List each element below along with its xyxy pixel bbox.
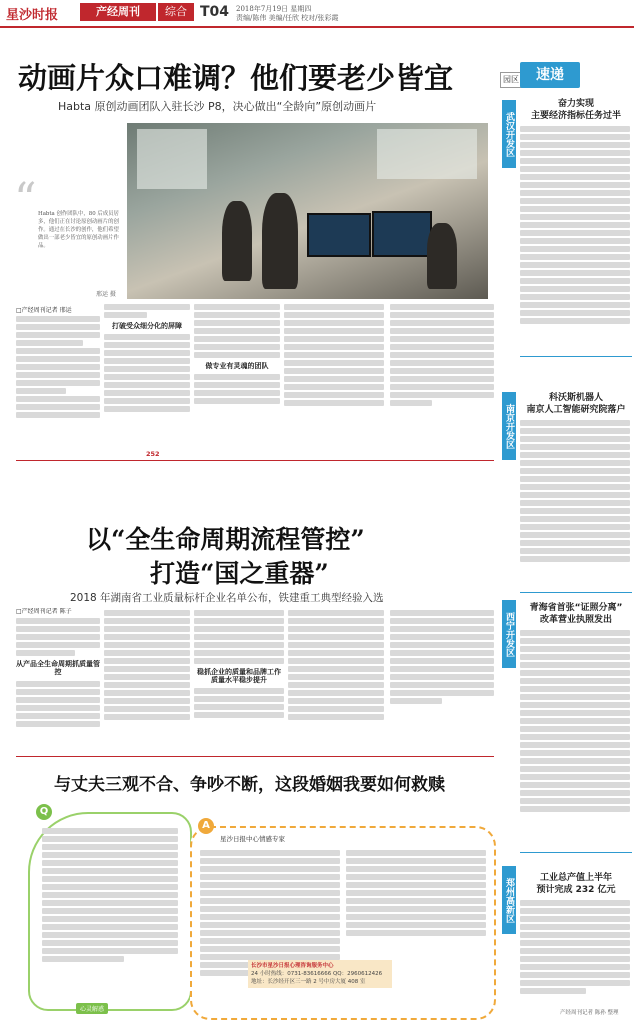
zone-label-zhengzhou: 郑州高新区 <box>502 866 516 934</box>
question-bubble <box>28 806 192 1011</box>
window-shape <box>137 129 207 189</box>
sidebar-credit: 产经周刊记者 陈孙 整理 <box>560 1010 619 1016</box>
story1-section-heading: 打破受众细分化的屏障 <box>112 322 182 330</box>
monitor-shape <box>372 211 432 257</box>
story1-headline: 动画片众口难调？他们要老少皆宜 <box>18 61 454 95</box>
story2-section-heading: 从产品全生命周期抓质量管控 <box>16 660 100 677</box>
sidebar-title-3a: 工业总产值上半年 <box>539 873 612 883</box>
answer-icon: A <box>198 818 214 834</box>
zone-label-xining: 西宁开发区 <box>502 600 516 668</box>
photo-caption: Habta 创作团队中，80 后成员居多，他们正在讨论原创动画片的创作。通过在长沙的创作，他们希望做出一部老少皆宜的原创动画片作品。 <box>38 211 119 249</box>
photo-credit: 邢运 摄 <box>96 291 116 298</box>
studio-photo <box>127 123 488 299</box>
story1-column-2 <box>104 302 190 444</box>
hotline-number: 24 小时热线：0731-83616666 QQ：2960612426 <box>251 971 383 977</box>
story2-byline: □产经周刊记者 陈子 <box>16 608 72 615</box>
answer-text-2 <box>346 848 486 960</box>
sidebar-divider <box>520 852 632 853</box>
date-text: 2018年7月19日 星期四 <box>236 5 312 13</box>
sidebar-title-1a: 科沃斯机器人 <box>548 393 603 403</box>
person-shape <box>222 201 252 281</box>
page-number: T04 <box>200 4 230 20</box>
sidebar-title-0a: 奋力实现 <box>557 99 594 109</box>
column-tag: 心灵解惑 <box>76 1003 108 1014</box>
story1-column-5 <box>390 302 494 444</box>
zone-label-nanjing: 南京开发区 <box>502 392 516 460</box>
person-shape <box>262 193 298 289</box>
story1-column-1 <box>16 314 100 444</box>
date-line <box>236 5 339 23</box>
staff-text: 责编/陈伟 美编/任欣 校对/张彩霞 <box>236 14 339 22</box>
sidebar-title-0b: 主要经济指标任务过半 <box>530 111 621 121</box>
story2-column-4 <box>288 608 384 748</box>
story1-column-3 <box>194 302 280 444</box>
section-label: 综合 <box>158 3 194 21</box>
story1-byline: □产经周刊记者 邢运 <box>16 307 72 314</box>
sidebar-title-2a: 青海省首张“证照分离” <box>529 603 623 613</box>
sidebar-body-0 <box>520 124 630 352</box>
window-shape <box>377 129 477 179</box>
sidebar-title-3b: 预计完成 232 亿元 <box>536 885 616 895</box>
sidebar-body-3 <box>520 898 630 1002</box>
answer-bubble <box>190 820 496 1020</box>
story2-column-3 <box>194 608 284 748</box>
question-icon: Q <box>36 804 52 820</box>
sidebar-body-1 <box>520 418 630 588</box>
question-text <box>42 826 178 996</box>
newspaper-logo: 星沙时报 <box>6 8 59 23</box>
sidebar-body-2 <box>520 628 630 850</box>
story2-headline-line1: 以“全生命周期流程管控” <box>86 525 365 554</box>
sidebar-divider <box>520 592 632 593</box>
sidebar-title-1b: 南京人工智能研究院落户 <box>526 405 626 415</box>
story3-headline: 与丈夫三观不合、争吵不断，这段婚姻我要如何救赎 <box>54 775 445 795</box>
express-banner: 速递 <box>520 62 580 88</box>
story2-headline-line2: 打造“国之重器” <box>150 559 329 588</box>
weekly-label: 产经周刊 <box>80 3 156 21</box>
answer-header: 星沙日报中心情感专家 <box>220 835 285 843</box>
park-badge: 园区 <box>500 72 522 88</box>
story-divider <box>16 460 494 461</box>
sidebar-title-2b: 改革营业执照发出 <box>539 615 612 625</box>
story2-subhead: 2018 年湖南省工业质量标杆企业名单公布，铁建重工典型经验入选 <box>70 592 384 604</box>
hotline-box <box>248 960 392 988</box>
story1-column-4 <box>284 302 384 444</box>
story2-column-1 <box>16 608 100 748</box>
quote-icon: “ <box>14 174 37 225</box>
hotline-address: 地址：长沙经开区三一路 2 号中房大厦 408 室 <box>251 979 366 985</box>
story2-section-heading-2: 稳抓企业的质量和品牌工作质量水平稳步提升 <box>197 668 281 685</box>
story2-column-2 <box>104 608 190 748</box>
zone-label-wuhan: 武汉开发区 <box>502 100 516 168</box>
story-divider <box>16 756 494 757</box>
story2-column-5 <box>390 608 494 748</box>
monitor-shape <box>307 213 371 257</box>
hotline-label: 长沙市星沙日报心理咨询服务中心 <box>251 963 334 969</box>
person-shape <box>427 223 457 289</box>
story1-section-heading-2: 做专业有灵魂的团队 <box>205 362 269 370</box>
sidebar-divider <box>520 356 632 357</box>
jump-mark: 252 <box>146 450 160 458</box>
story1-subhead: Habta 原创动画团队入驻长沙 P8，决心做出“全龄向”原创动画片 <box>58 100 377 113</box>
